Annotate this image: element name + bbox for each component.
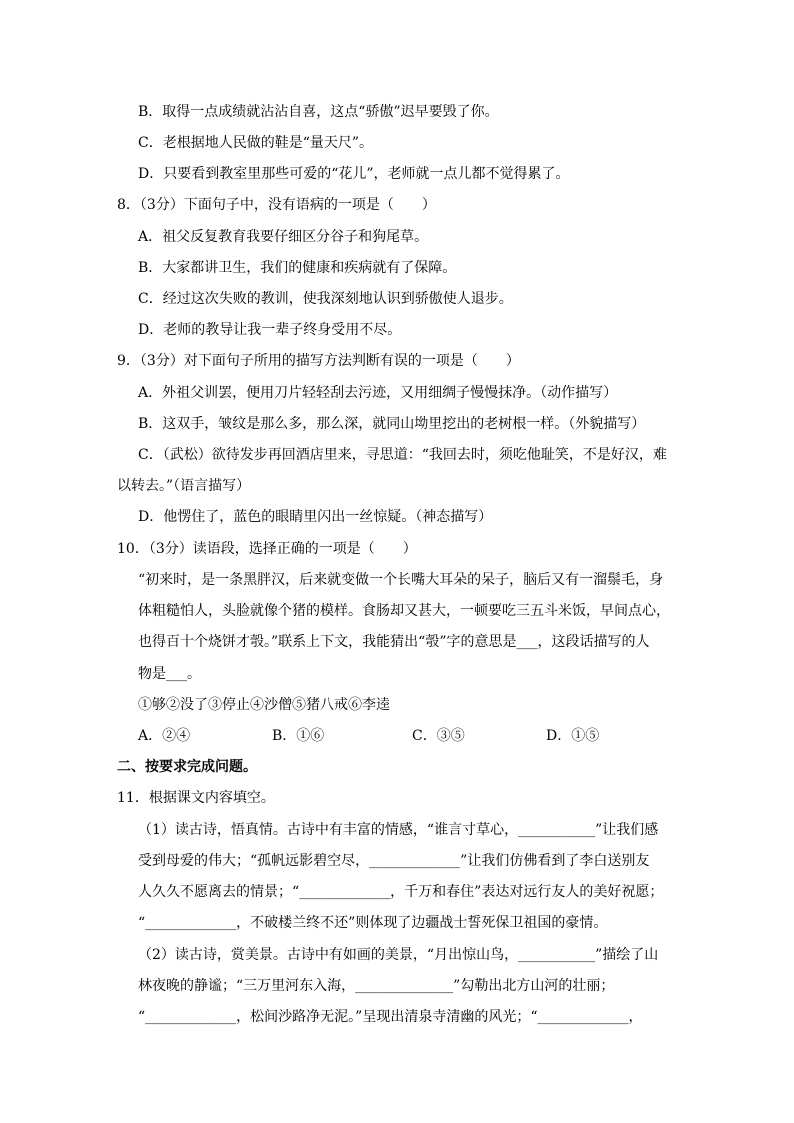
q10-stem: 10．（3分）读语段，选择正确的一项是（ ） <box>117 541 417 557</box>
q11-part1-line: （1）读古诗，悟真情。古诗中有丰富的情感，“谁言寸草心，___________”让我们感 <box>138 822 659 838</box>
q9-option-d: D．他愣住了，蓝色的眼睛里闪出一丝惊疑。（神态描写） <box>138 509 493 525</box>
q10-passage-line: 物是___。 <box>138 666 201 682</box>
q11-part1-line: 人久久不愿离去的情景；“_____________，千万和春住”表达对远行友人的美好祝愿； <box>138 884 664 900</box>
q8-option-b: B．大家都讲卫生，我们的健康和疾病就有了保障。 <box>138 260 457 276</box>
q11-part1-line: “_____________，不破楼兰终不还”则体现了边疆战士誓死保卫祖国的豪情。 <box>138 915 608 931</box>
q10-option-d: D．①⑤ <box>546 728 600 744</box>
q11-part2-line: （2）读古诗，赏美景。古诗中有如画的美景，“月出惊山鸟，___________”描绘了山 <box>138 947 659 963</box>
q8-stem: 8．（3分）下面句子中，没有语病的一项是（ ） <box>117 197 436 213</box>
q7-option-d: D．只要看到教室里那些可爱的“花儿”，老师就一点儿都不觉得累了。 <box>138 166 570 182</box>
q10-passage-line: 也得百十个烧饼才彀。”联系上下文，我能猜出“彀”字的意思是___，这段话描写的人 <box>138 634 650 650</box>
q9-option-a: A．外祖父训罢，便用刀片轻轻刮去污迹，又用细绸子慢慢抹净。（动作描写） <box>138 385 618 401</box>
q8-option-c: C．经过这次失败的教训，使我深刻地认识到骄傲使人退步。 <box>138 291 513 307</box>
q10-choices: ①够②没了③停止④沙僧⑤猪八戒⑥李逵 <box>138 697 390 713</box>
q9-option-c: C．（武松）欲待发步再回酒店里来，寻思道：“我回去时，须吃他耻笑，不是好汉，难 <box>138 447 667 463</box>
q10-option-c: C．③⑤ <box>412 728 465 744</box>
q10-option-a: A．②④ <box>138 728 191 744</box>
q10-passage-line: 体粗糙怕人，头脸就像个猪的模样。食肠却又甚大，一顿要吃三五斗米饭，早间点心， <box>138 603 670 619</box>
q9-option-c-cont: 以转去。”（语言描写） <box>117 478 251 494</box>
q10-option-b: B．①⑥ <box>272 728 325 744</box>
q11-part1-line: 受到母爱的伟大；“孤帆远影碧空尽，_____________”让我们仿佛看到了李白送别友 <box>138 853 650 869</box>
q7-option-c: C．老根据地人民做的鞋是“量天尺”。 <box>138 135 374 151</box>
section-heading: 二、按要求完成问题。 <box>117 759 257 775</box>
q8-option-a: A．祖父反复教育我要仔细区分谷子和狗尾草。 <box>138 229 429 245</box>
q11-stem: 11．根据课文内容填空。 <box>117 790 275 806</box>
q11-part2-line: 林夜晚的静谧；“三万里河东入海，______________”勾勒出北方山河的壮丽； <box>138 978 615 994</box>
q7-option-b: B．取得一点成绩就沾沾自喜，这点“骄傲”迟早要毁了你。 <box>138 104 499 120</box>
q8-option-d: D．老师的教导让我一辈子终身受用不尽。 <box>138 322 402 338</box>
q9-option-b: B．这双手，皱纹是那么多，那么深，就同山坳里挖出的老树根一样。（外貌描写） <box>138 416 646 432</box>
q9-stem: 9．（3分）对下面句子所用的描写方法判断有误的一项是（ ） <box>117 353 520 369</box>
q11-part2-line: “_____________，松间沙路净无泥。”呈现出清泉寺清幽的风光；“_____________， <box>138 1009 643 1025</box>
q10-passage-line: “初来时，是一条黑胖汉，后来就变做一个长嘴大耳朵的呆子，脑后又有一溜鬃毛，身 <box>138 572 664 588</box>
